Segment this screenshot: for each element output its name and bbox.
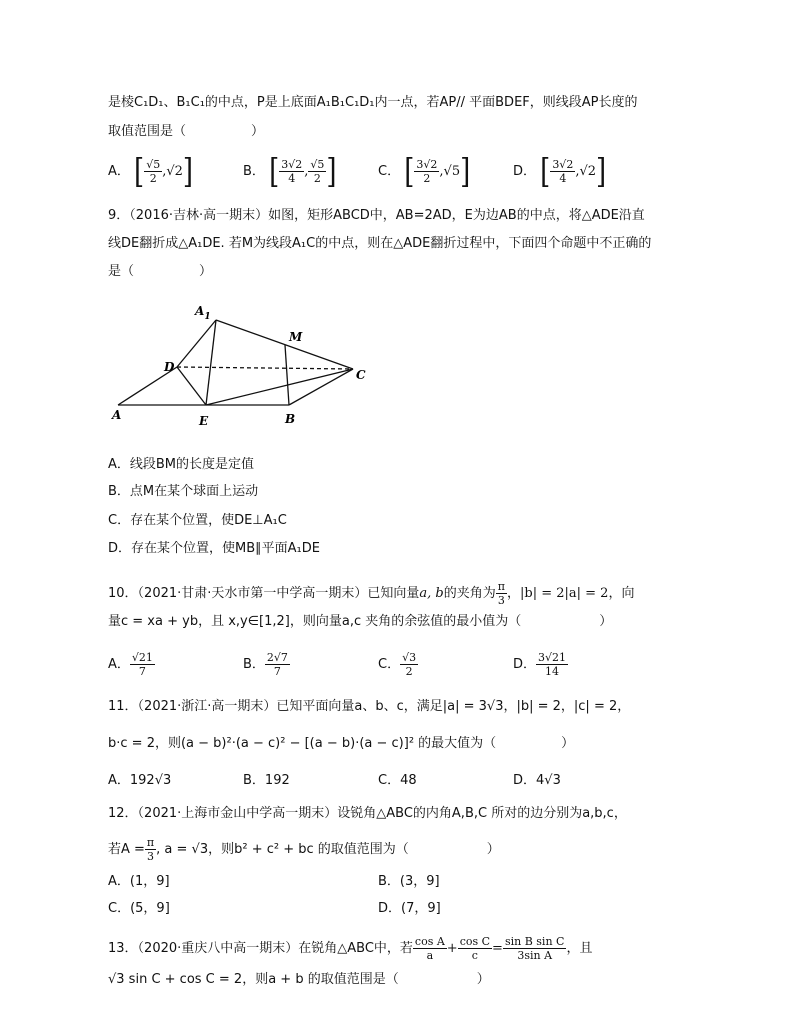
- q8-option-a[interactable]: A． [ $\frac{√5}{2}$ ,√2]: [108, 152, 194, 191]
- label-M: M: [289, 330, 303, 344]
- q10-option-b[interactable]: B． $\frac{2√7}{7}$: [243, 651, 288, 678]
- q12-option-b[interactable]: B．(3，9]: [378, 874, 440, 889]
- label-D: D: [164, 360, 175, 374]
- q8-option-c[interactable]: C． [ $\frac{3√2}{2}$ ,√5]: [378, 152, 471, 191]
- edge-A1E: [206, 320, 216, 405]
- q8-option-d[interactable]: D． [ $\frac{3√2}{4}$ ,√2]: [513, 152, 607, 191]
- q9-line1: 9．（2016·吉林·高一期末）如图，矩形ABCD中，AB=2AD，E为边AB的中点，将△ADE沿直: [108, 208, 645, 223]
- q13-line1: 13．（2020·重庆八中高一期末）在锐角△ABC中，若 $\frac{\text{cos A}}{a}$ + $\frac{\text{cos C}}{c}$ = $\frac{\text{sin B sin C}}{\text{3sin A}}$ ，且: [108, 935, 593, 962]
- q11-option-c[interactable]: C．48: [378, 773, 417, 788]
- label-C: C: [356, 368, 366, 382]
- label-A1: $A_1$: [195, 304, 211, 322]
- edge-A1C: [216, 320, 353, 369]
- q10-option-a[interactable]: A． $\frac{√21}{7}$: [108, 651, 153, 678]
- label-B: B: [285, 412, 296, 426]
- q11-option-d[interactable]: D．4√3: [513, 773, 561, 788]
- q12-line1: 12．（2021·上海市金山中学高一期末）设锐角△ABC的内角A,B,C 所对的边分别为a,b,c，: [108, 806, 627, 821]
- label-E: E: [199, 414, 209, 428]
- q8-line2: 取值范围是（ ）: [108, 124, 265, 139]
- q9-option-d[interactable]: D．存在某个位置，使MB∥平面A₁DE: [108, 541, 320, 556]
- q9-option-a[interactable]: A．线段BM的长度是定值: [108, 457, 255, 472]
- edge-DC-dashed: [177, 367, 353, 369]
- q13-line2: √3 sin C + cos C = 2，则a + b 的取值范围是（ ）: [108, 972, 490, 987]
- q9-line2: 线DE翻折成△A₁DE. 若M为线段A₁C的中点，则在△ADE翻折过程中，下面四个命题中不正确的: [108, 236, 652, 251]
- q9-option-b[interactable]: B．点M在某个球面上运动: [108, 484, 259, 499]
- q8-option-b[interactable]: B． [ $\frac{3√2}{4}$ , $\frac{√5}{2}$ ]: [243, 152, 337, 191]
- q9-option-c[interactable]: C．存在某个位置，使DE⊥A₁C: [108, 513, 287, 528]
- q12-line2: 若A = $\frac{\pi}{3}$ , a = √3，则b² + c² + bc 的取值范围为（ ）: [108, 836, 500, 863]
- q11-option-b[interactable]: B．192: [243, 773, 290, 788]
- edge-BC: [289, 369, 353, 405]
- q11-line2: b·c = 2，则(a − b)²·(a − c)² − [(a − b)·(a − c)]² 的最大值为（ ）: [108, 736, 575, 751]
- q11-option-a[interactable]: A．192√3: [108, 773, 172, 788]
- q12-option-d[interactable]: D．(7，9]: [378, 901, 441, 916]
- q9-geometry-figure: [100, 295, 380, 435]
- q11-line1: 11．（2021·浙江·高一期末）已知平面向量a、b、c，满足|a| = 3√3，|b| = 2，|c| = 2，: [108, 699, 631, 714]
- q10-option-d[interactable]: D． $\frac{3√21}{14}$: [513, 651, 567, 678]
- q10-line1: 10．（2021·甘肃·天水市第一中学高一期末）已知向量a, b的夹角为 $\frac{\pi}{3}$ ，|b| = 2|a| = 2，向: [108, 580, 635, 607]
- edge-DA1: [177, 320, 216, 367]
- q10-line2: 量c = xa + yb，且 x,y∈[1,2]，则向量a,c 夹角的余弦值的最小值为（ ）: [108, 614, 613, 629]
- q12-option-a[interactable]: A．(1，9]: [108, 874, 170, 889]
- label-A: A: [112, 408, 122, 422]
- edge-EC: [206, 369, 353, 405]
- q12-option-c[interactable]: C．(5，9]: [108, 901, 170, 916]
- q8-line1: 是棱C₁D₁、B₁C₁的中点，P是上底面A₁B₁C₁D₁内一点，若AP// 平面BDEF，则线段AP长度的: [108, 95, 638, 110]
- edge-DE: [177, 367, 206, 405]
- q10-option-c[interactable]: C． $\frac{√3}{2}$: [378, 651, 417, 678]
- q9-line3: 是（ ）: [108, 264, 213, 279]
- edge-MB: [285, 345, 289, 405]
